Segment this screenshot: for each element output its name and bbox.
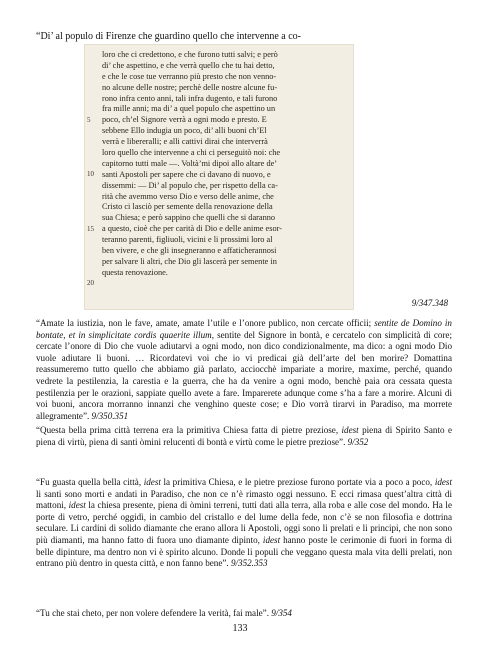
reference: 9/350.351 [91,410,129,421]
scan-line: santi Apostoli per sapere che ci davano di nuovo, e [102,169,271,179]
idest-word: idest [143,477,161,487]
scan-line: sua Chiesa; e però sappino che quelli che si daranno [102,213,276,223]
scan-line: fra mille anni; ma di’ a quel populo che aspettino un [102,104,276,114]
idest-word: idest [68,500,86,511]
line-number: 20 [87,279,94,287]
scan-line: ben vivere, e che gli insegneranno e affaticherannosi [102,246,277,256]
scan-line: rono infra cento anni, tali infra dugento, e tali furono [102,93,278,103]
reference: 9/352.353 [230,558,268,569]
latin-quote: sentite de Domino in bontate, et in simplicitate cordis quaerite illum [36,318,452,340]
scan-line: sebbene Ello indugia un poco, di’ alli buoni ch’El [102,126,267,136]
scan-line: rità che avemmo verso Dio e verso delle anime, che [102,191,274,201]
reference: 9/352 [347,436,369,447]
scan-line: teranno parenti, figliuoli, vicini e li prossimi loro al [102,235,273,245]
intro-line: “Di’ al populo di Firenze che guardino quello che intervenne a co- [36,31,301,42]
paragraph-2 [36,425,452,448]
scan-line: verrà e libereralli; e alli cattivi dirai che interverrà [102,137,268,147]
text: la primitiva Chiesa, e le pietre preziose furono portate via a poco a poco, [160,477,435,487]
line-number: 10 [87,170,94,178]
text: hanno poste le cerimonie di fuori in forma di belle dipinture, ma dentro non vi è spirito alcuno. Donde li populi che veggano questa mala vita delli prelati, non entrano più dentro in questa città, e non fanno bene”. [36,534,452,569]
paragraph-3 [36,477,452,570]
scan-reference: 9/347.348 [411,298,448,308]
idest-word: idest [341,425,359,435]
text: “Fu guasta quella bella città, [36,477,144,487]
scan-line: loro che ci credettono, e che furono tutti salvi; e però [102,50,278,59]
scan-line: loro quello che intervenne a chi ci perseguitò noi: che [102,148,281,158]
text: li santi sono morti e andati in Paradiso, che non ce n’è rimasto oggi nessuno. E ecci rimasa quest’altra città di mattoni, [36,488,452,511]
scanned-excerpt [84,44,354,310]
line-number: 15 [87,225,94,233]
scan-line: per salvare li altri, che Dio gli lascerà per semente in [102,256,277,266]
text: , sentite del Signore in bontà, e cercatelo con simplicità di core; cercate l’onore di Dio che vuole adiutarvi a ogni modo, non dico condizionalmente, ma dico: a ogni modo Dio vuole adiutare li buoni. … Ricordatevi voi che io vi predicai già dell’arte del ben morire? Domattina reassumeremo tutto quello che abbiamo già parlato, acciocchè impariate a morire, maxime, perché, quando vedrete la pestilenzia, la carestia e la guerra, che ha da venire a ogni modo, benchè paia ora cessata questa pestilenzia per le orazioni, sappiate quello avete a fare. Imparerete adunque come s’ha a fare a morire. Alcuni di voi buoni, ancora morranno innanzi che venghino queste cose; e Dio vorrà tirarvi in Paradiso, ma morrete allegramente”. [36,329,452,421]
scan-line: questa renovazione. [102,267,168,277]
paragraph-4 [36,608,452,620]
text: “Questa bella prima città terrena era la primitiva Chiesa fatta di pietre preziose, [36,425,342,435]
paragraph-1 [36,318,452,422]
scan-line: e che le cose tue verranno più presto che non venno- [102,71,277,81]
scan-line: Cristo ci lasciò per semente della renovazione della [102,202,273,212]
text: piena di Spirito Santo e piena di virtù, piena di santi òmini relucenti di bontà e virtù come le pietre preziose”. [36,425,452,447]
scan-text-block [102,50,346,279]
idest-word: idest [434,477,452,487]
text: la chiesa presente, piena di òmini terreni, tutti dati alla terra, alla roba e alle cose del mondo. Ha le porte di vetro, perché oggidì, in cambio del cristallo e del lume della fede, non c’è se non filosofia e dottrina seculare. Li cardini di solido diamante che erano allora li Apostoli, oggi sono li prelati e li principi, che non sono più diamanti, ma hanno fatto di fuora uno diamante dipinto, [36,500,452,545]
scan-line: no alcune delle nostre; perchè delle nostre alcune fu- [102,82,278,92]
scan-line: dissemmi: — Di’ al populo che, per rispetto della ca- [102,180,278,190]
text: “Amate la iustizia, non le fave, amate, amate l’utile e l’onore publico, non cercate officii; [36,318,375,328]
scan-line: poco, ch’el Signore verrà a ogni modo e presto. E [102,115,267,125]
idest-word: idest [262,534,281,545]
page-number: 133 [232,623,248,634]
text: “Tu che stai cheto, per non volere defendere la verità, fai male”. [36,608,272,618]
scan-line: di’ che aspettino, e che verrà quello che tu hai detto, [102,60,275,70]
scan-line: capitorno tutti male —. Voltà’mi dipoi allo altare de’ [102,158,278,168]
line-number: 5 [87,116,91,124]
reference: 9/354 [271,608,292,618]
scan-line: a questo, cioè che per carità di Dio e delle anime esor- [102,224,282,234]
